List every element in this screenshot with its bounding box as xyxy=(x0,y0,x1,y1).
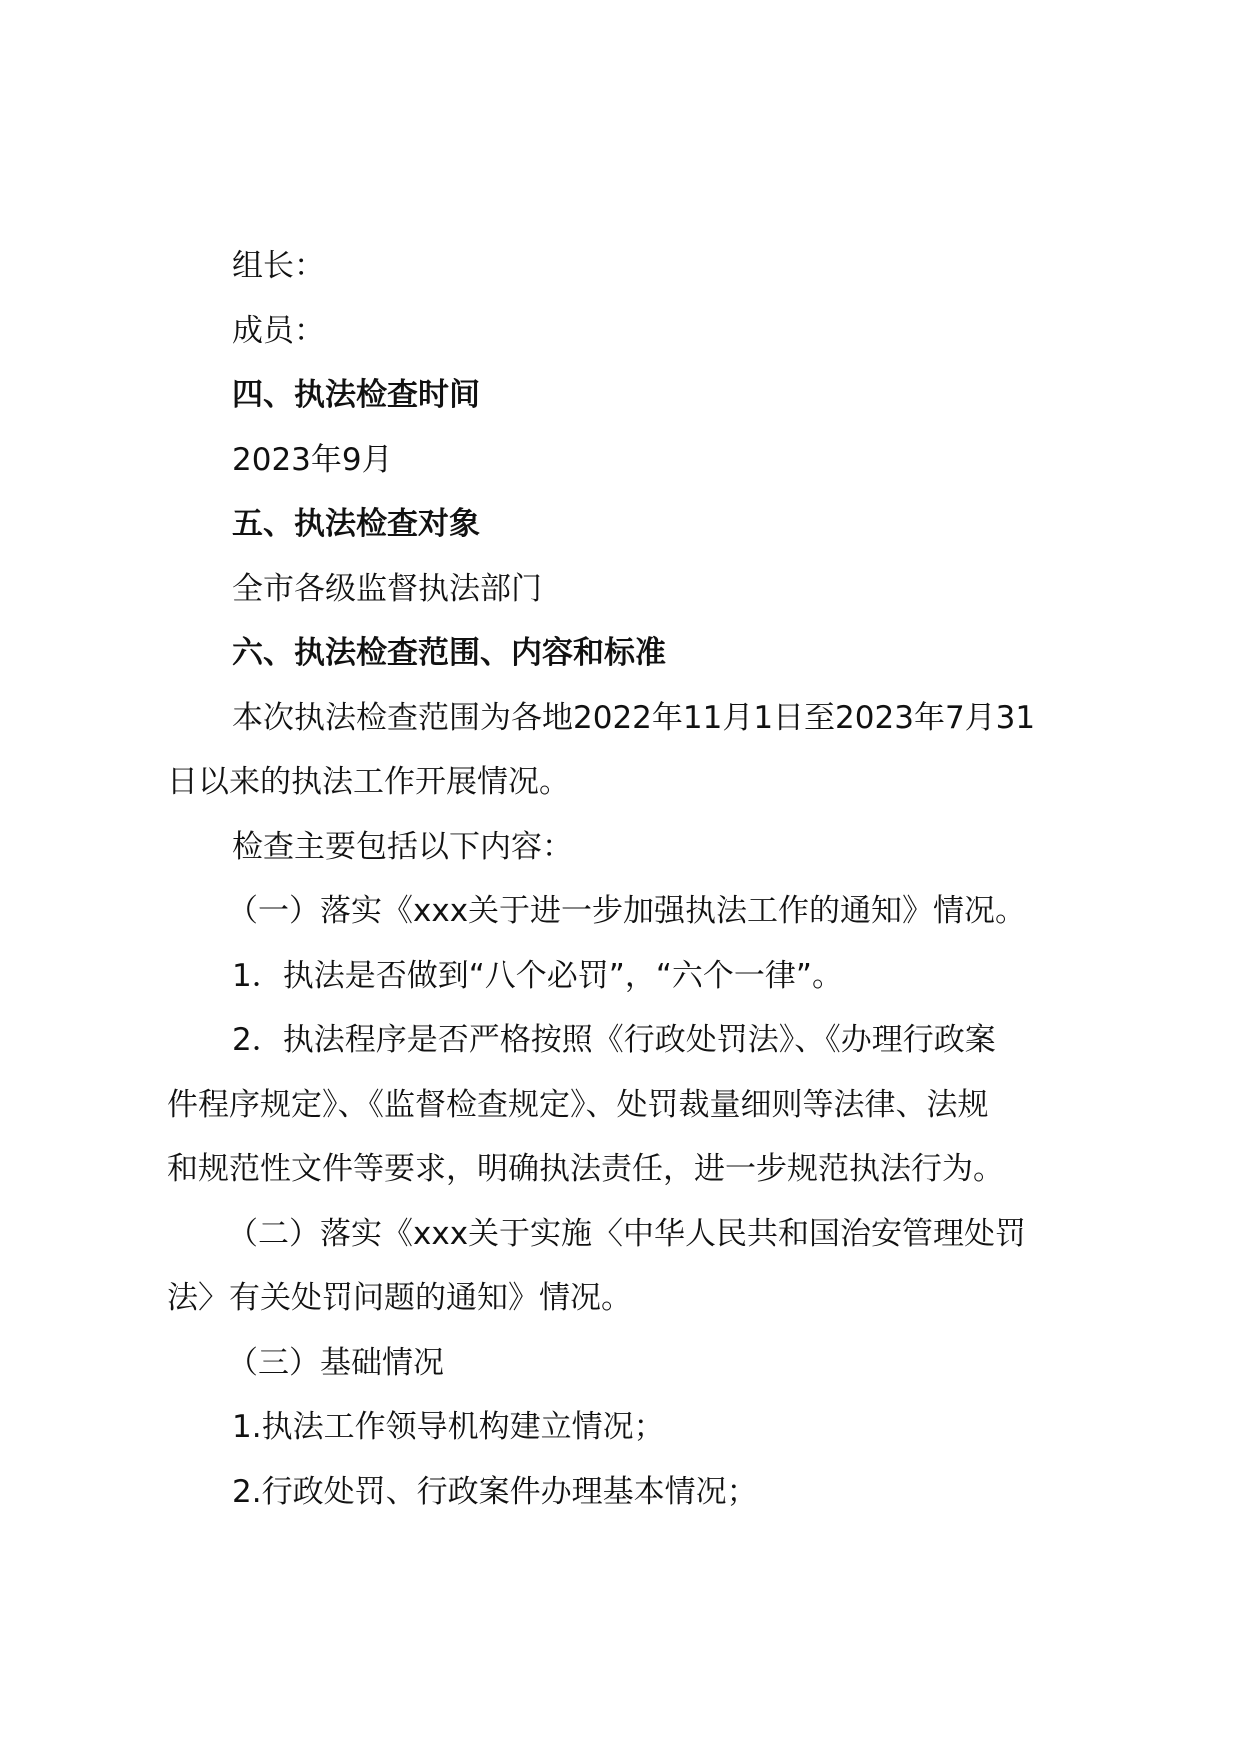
item1-heading: （一）落实《xxx关于进一步加强执法工作的通知》情况。 xyxy=(227,893,1027,929)
scope-line-2: 日以来的执法工作开展情况。 xyxy=(167,764,570,800)
item2-line2: 法〉有关处罚问题的通知》情况。 xyxy=(167,1280,632,1316)
item1-point2-line3: 和规范性文件等要求，明确执法责任，进一步规范执法行为。 xyxy=(167,1151,1004,1187)
item2-line1: （二）落实《xxx关于实施〈中华人民共和国治安管理处罚 xyxy=(227,1215,1027,1252)
item3-point1: 1.执法工作领导机构建立情况； xyxy=(232,1409,665,1445)
item3-heading: （三）基础情况 xyxy=(227,1344,444,1381)
section4-body: 2023年9月 xyxy=(232,441,393,478)
item1-point1: 1．执法是否做到“八个必罚”，“六个一律”。 xyxy=(232,957,843,994)
item1-point2-line1: 2．执法程序是否严格按照《行政处罚法》、《办理行政案 xyxy=(232,1022,996,1058)
section5-body: 全市各级监督执法部门 xyxy=(232,570,542,607)
scope-line-1: 本次执法检查范围为各地2022年11月1日至2023年7月31 xyxy=(232,699,1036,736)
content-intro: 检查主要包括以下内容： xyxy=(232,828,573,865)
item1-point2-line2: 件程序规定》、《监督检查规定》、处罚裁量细则等法律、法规 xyxy=(167,1086,989,1123)
section4-heading: 四、执法检查时间 xyxy=(232,377,480,413)
section5-heading: 五、执法检查对象 xyxy=(232,506,480,542)
leader-label: 组长： xyxy=(232,248,325,284)
members-label: 成员： xyxy=(232,312,325,349)
section6-heading: 六、执法检查范围、内容和标准 xyxy=(232,635,666,671)
item3-point2: 2.行政处罚、行政案件办理基本情况； xyxy=(232,1473,758,1510)
document-body xyxy=(167,234,1107,1524)
